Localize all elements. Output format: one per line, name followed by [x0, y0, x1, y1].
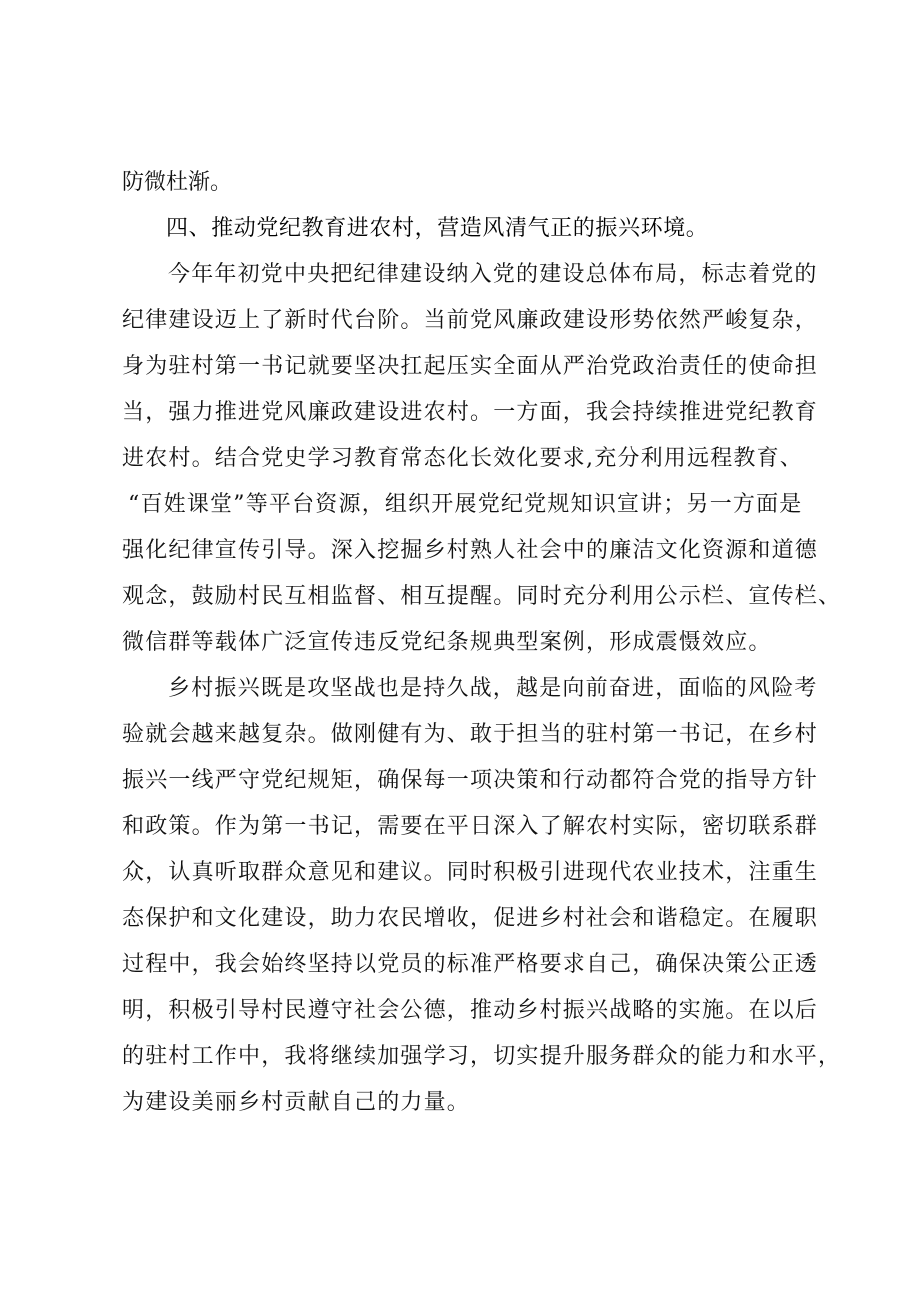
section-heading: 四、推动党纪教育进农村，营造风清气正的振兴环境。	[166, 216, 709, 241]
paragraph2-line: 乡村振兴既是攻坚战也是持久战，越是向前奋进，面临的风险考	[168, 676, 818, 701]
paragraph2-line: 和政策。作为第一书记，需要在平日深入了解农村实际，密切联系群	[122, 814, 819, 839]
paragraph2-line: 众，认真听取群众意见和建议。同时积极引进现代农业技术，注重生	[122, 860, 819, 885]
paragraph2-line: 态保护和文化建设，助力农民增收，促进乡村社会和谐稳定。在履职	[122, 906, 819, 931]
paragraph2-line: 为建设美丽乡村贡献自己的力量。	[122, 1090, 471, 1115]
paragraph1-line: 强化纪律宣传引导。深入挖掘乡村熟人社会中的廉洁文化资源和道德	[122, 538, 819, 563]
paragraph1-line: “百姓课堂”等平台资源，组织开展党纪党规知识宣讲；另一方面是	[128, 492, 803, 517]
paragraph2-line: 明，积极引导村民遵守社会公德，推动乡村振兴战略的实施。在以后	[122, 998, 819, 1023]
paragraph1-line: 今年年初党中央把纪律建设纳入党的建设总体布局，标志着党的	[168, 262, 818, 287]
paragraph1-line: 观念，鼓励村民互相监督、相互提醒。同时充分利用公示栏、宣传栏、	[122, 584, 842, 609]
paragraph1-line: 微信群等载体广泛宣传违反党纪条规典型案例，形成震慑效应。	[122, 630, 772, 655]
continuation-line: 防微杜渐。	[122, 170, 233, 195]
paragraph2-line: 验就会越来越复杂。做刚健有为、敢于担当的驻村第一书记，在乡村	[122, 722, 819, 747]
paragraph2-line: 过程中，我会始终坚持以党员的标准严格要求自己，确保决策公正透	[122, 952, 819, 977]
paragraph2-line: 振兴一线严守党纪规矩，确保每一项决策和行动都符合党的指导方针	[122, 768, 819, 793]
paragraph1-line: 身为驻村第一书记就要坚决扛起压实全面从严治党政治责任的使命担	[122, 354, 819, 379]
paragraph2-line: 的驻村工作中，我将继续加强学习，切实提升服务群众的能力和水平，	[122, 1044, 842, 1069]
paragraph1-line: 纪律建设迈上了新时代台阶。当前党风廉政建设形势依然严峻复杂，	[122, 308, 819, 333]
paragraph1-line: 当，强力推进党风廉政建设进农村。一方面，我会持续推进党纪教育	[122, 400, 819, 425]
paragraph1-line: 进农村。结合党史学习教育常态化长效化要求,充分利用远程教育、	[122, 446, 803, 471]
